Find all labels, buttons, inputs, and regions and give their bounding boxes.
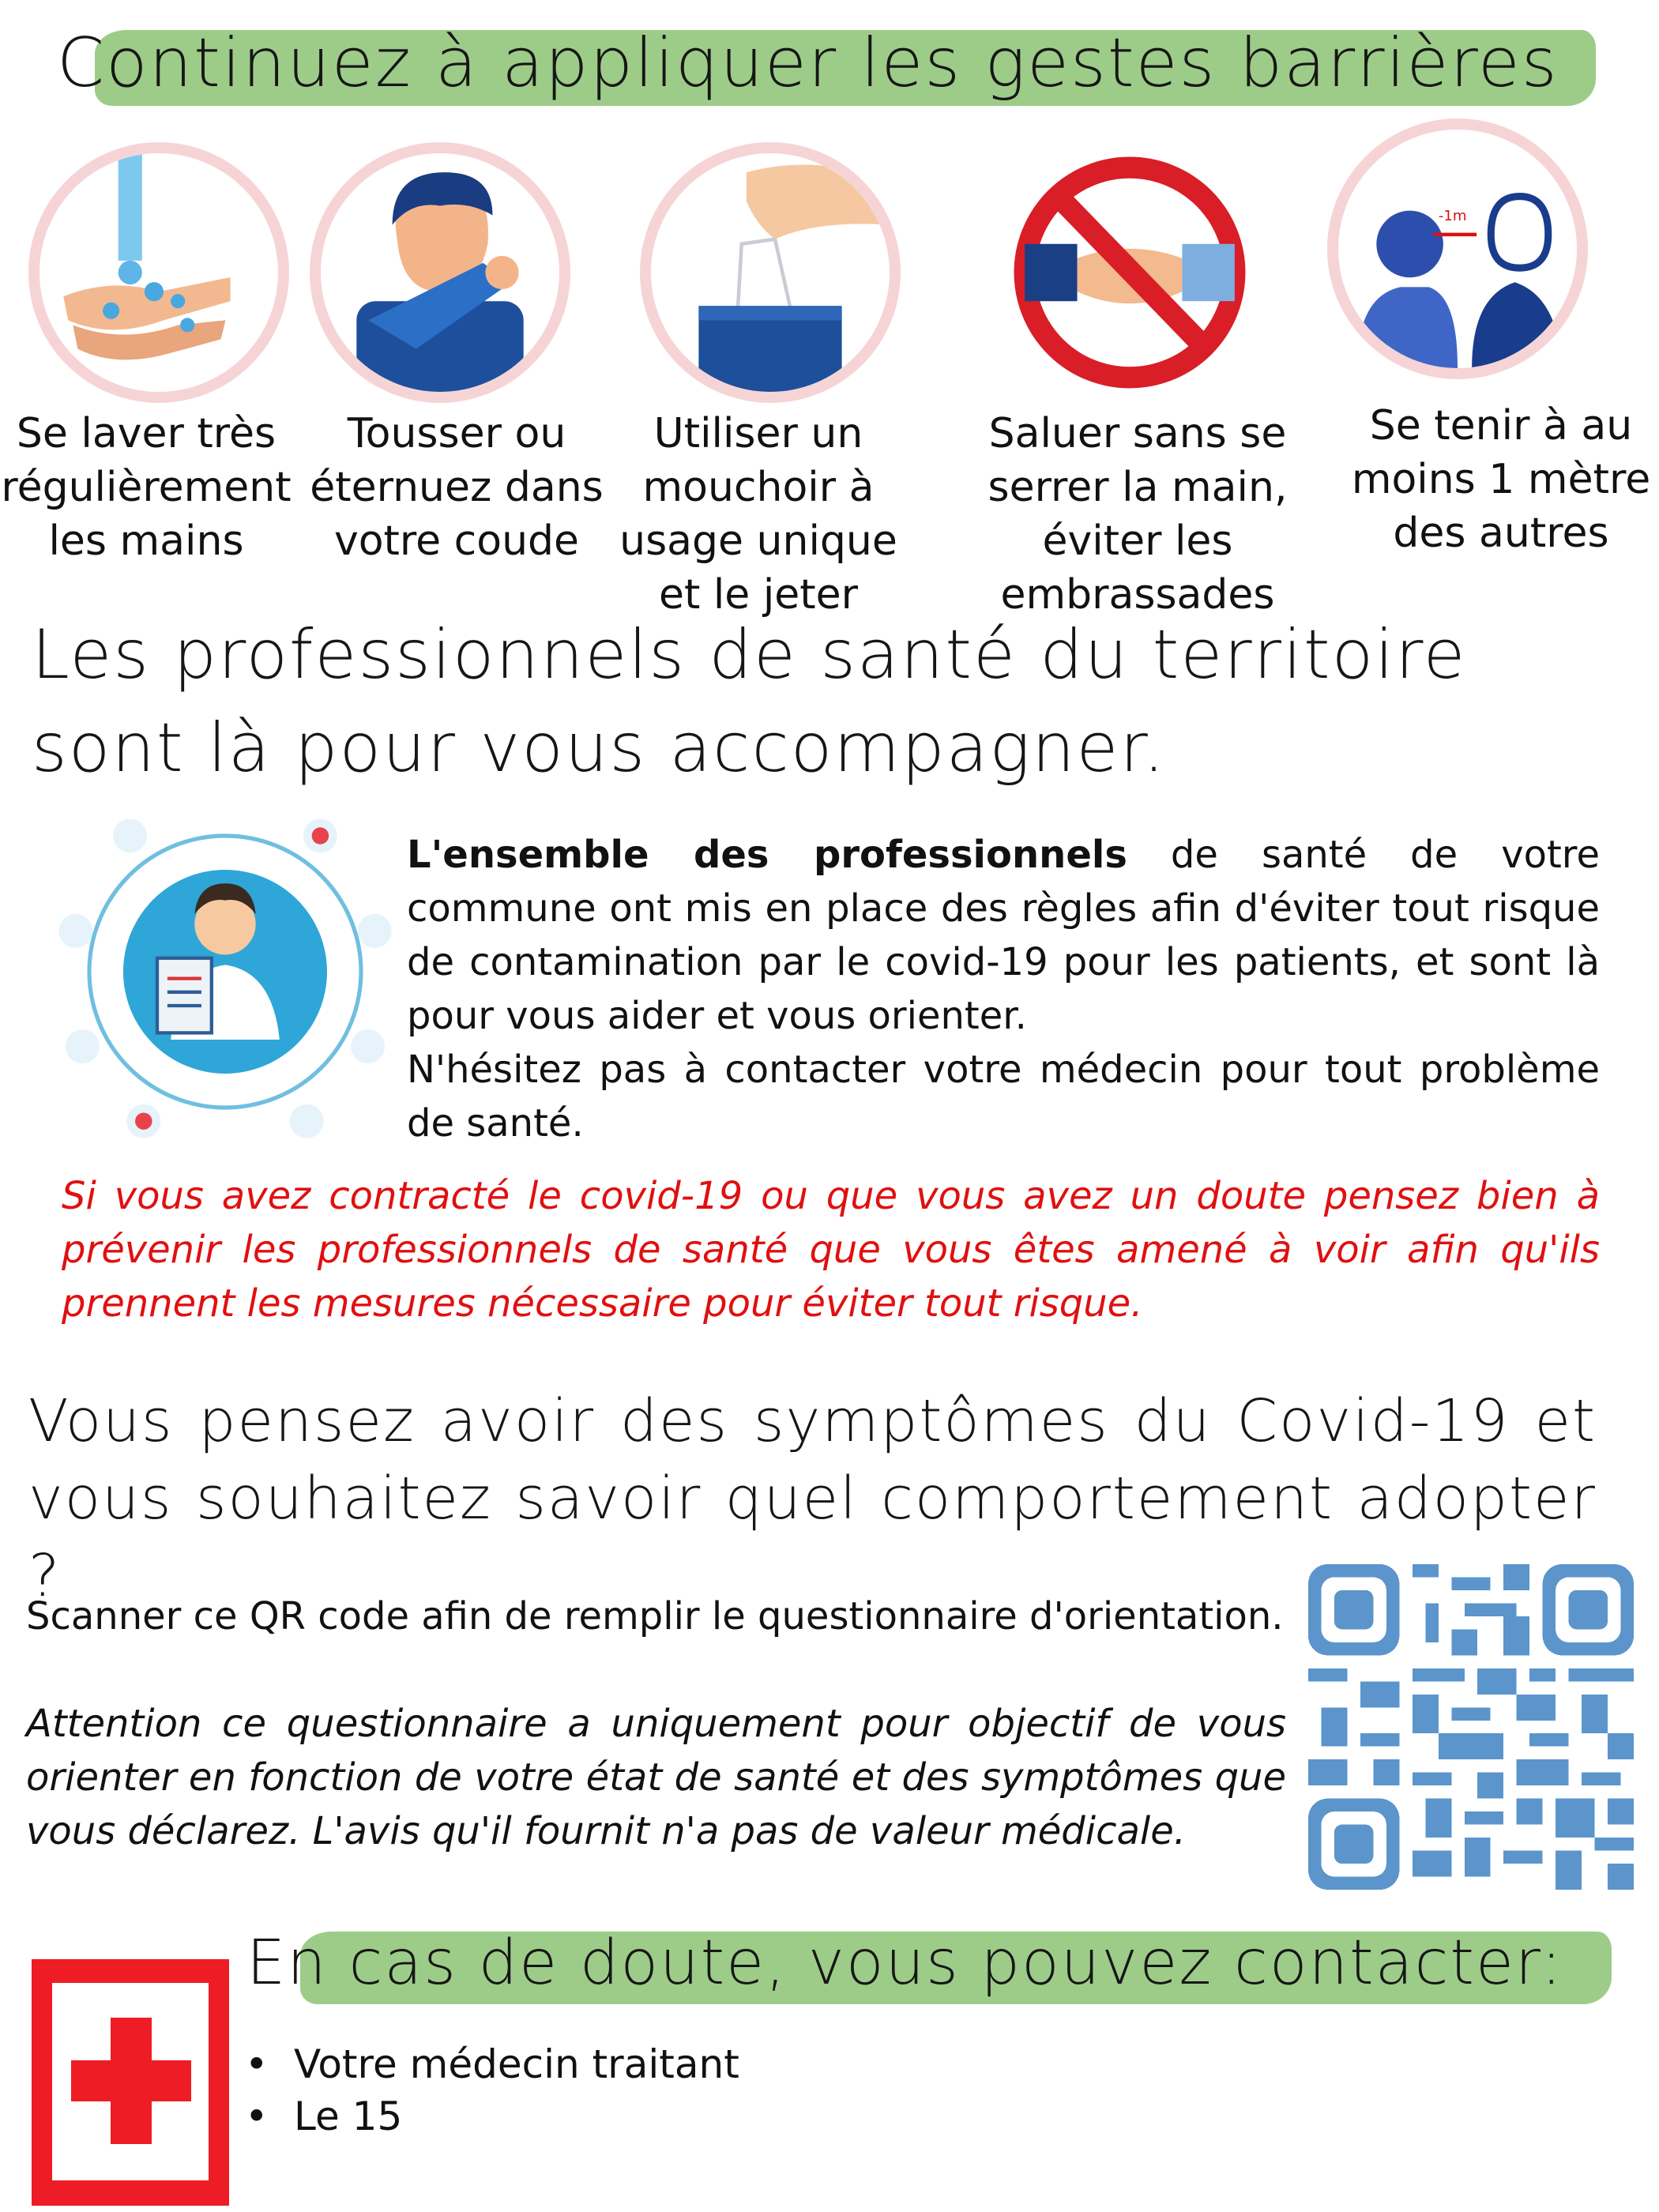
gesture-caption: Se laver très régulièrement les mains <box>1 410 292 565</box>
tissue-box-icon <box>640 142 901 403</box>
professionals-paragraph <box>407 828 1600 1043</box>
heading-line: Les professionnels de santé du territoire <box>32 615 1467 694</box>
no-handshake-icon <box>999 142 1260 403</box>
contact-heading: En cas de doute, vous pouvez contacter: <box>246 1928 1563 1999</box>
heading-line: vous souhaitez savoir quel comportement adopter ? <box>28 1465 1597 1610</box>
cough-in-elbow-icon <box>310 142 570 403</box>
contact-list <box>245 2038 956 2142</box>
gesture-caption: Saluer sans se serrer la main, éviter les embrassades <box>988 410 1288 619</box>
section-heading-professionals <box>32 608 1627 795</box>
warning-text: Si vous avez contracté le covid-19 ou que vous avez un doute pensez bien à prévenir les professionnels de santé que vous êtes amené à voir afin qu'ils prennent les mesures nécessaire pour éviter tout risque. <box>62 1174 1600 1326</box>
heading-line: Vous pensez avoir des symptômes du Covid-19 et <box>28 1387 1597 1455</box>
medical-professionals-icon <box>55 798 395 1146</box>
gesture-caption: Tousser ou éternuez dans votre coude <box>310 410 604 565</box>
red-cross-icon <box>32 1959 229 2206</box>
scan-qr-text: Scanner ce QR code afin de remplir le questionnaire d'orientation. <box>26 1594 1284 1638</box>
list-item: • Votre médecin traitant <box>245 2038 956 2090</box>
contact-doctor-text: N'hésitez pas à contacter votre médecin pour tout problème de santé. <box>407 1048 1600 1146</box>
gesture-caption: Se tenir à au moins 1 mètre des autres <box>1351 402 1651 557</box>
intro-text: de santé de votre commune ont mis en place des règles afin d'éviter tout risque de contamination par le covid-19 pour les patients, et sont là pour vous aider et vous orienter. <box>407 833 1601 1038</box>
page-title: Continuez à appliquer les gestes barrières <box>57 24 1559 103</box>
questionnaire-disclaimer: Attention ce questionnaire a uniquement pour objectif de vous orienter en fonction de votre état de santé et des symptômes que vous déclarez. L'avis qu'il fournit n'a pas de valeur médicale. <box>26 1702 1286 1853</box>
qr-code[interactable] <box>1308 1564 1634 1890</box>
list-item: • Le 15 <box>245 2090 956 2142</box>
distance-label: -1m <box>1438 207 1467 224</box>
hand-washing-icon <box>28 142 289 403</box>
gesture-caption: Utiliser un mouchoir à usage unique et le jeter <box>619 410 897 619</box>
distance-icon <box>1327 118 1588 379</box>
heading-line: sont là pour vous accompagner. <box>32 709 1167 788</box>
intro-bold: L'ensemble des professionnels <box>407 833 1127 877</box>
